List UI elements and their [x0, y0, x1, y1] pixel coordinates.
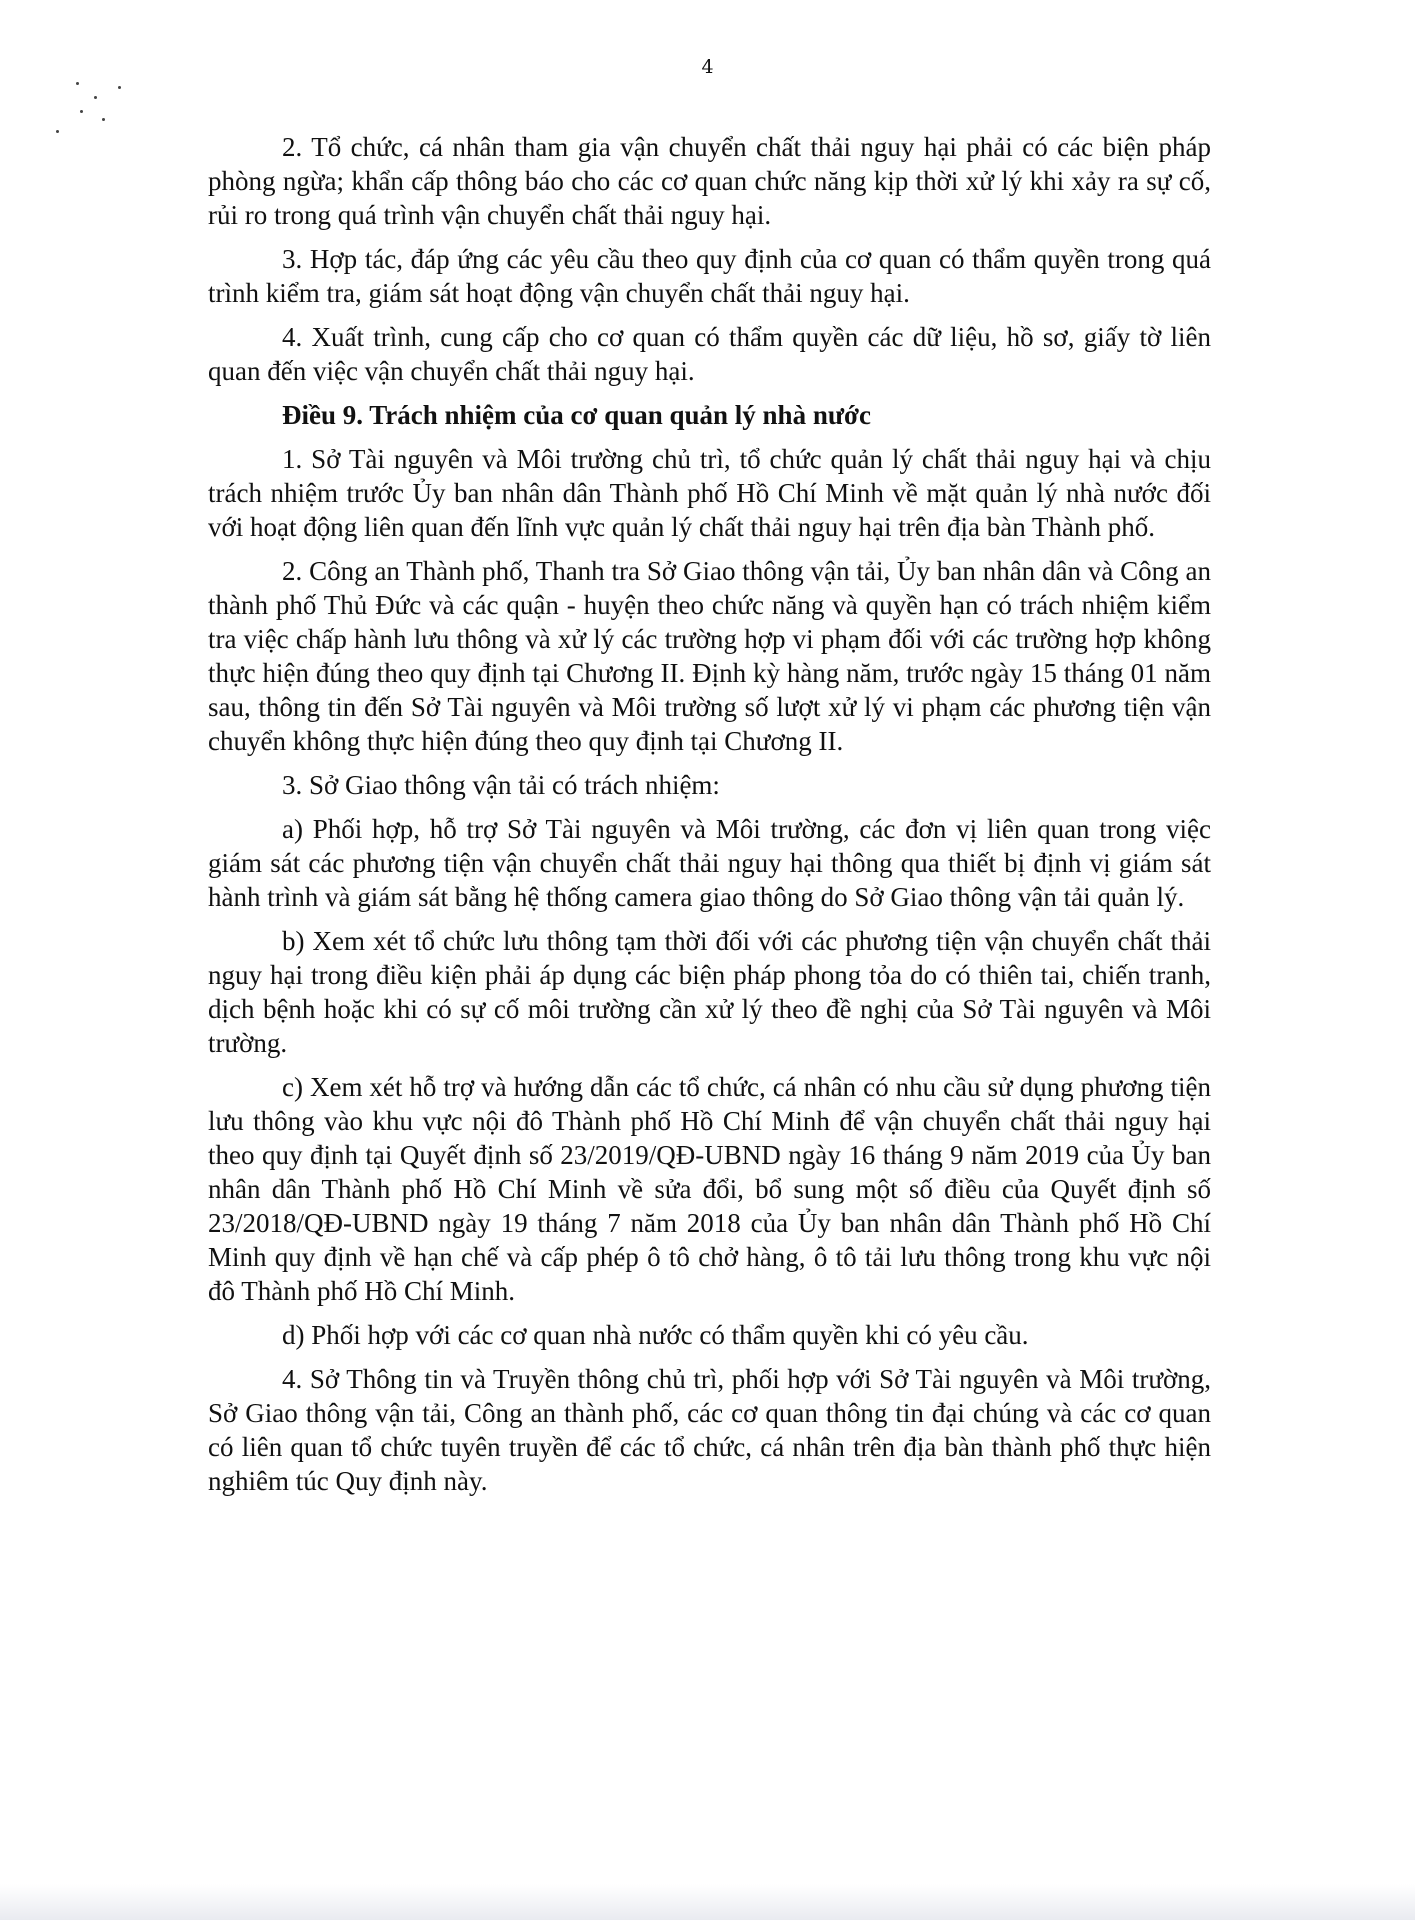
scan-marks — [44, 82, 144, 152]
page-number: 4 — [701, 56, 714, 78]
paragraph: 1. Sở Tài nguyên và Môi trường chủ trì, tổ chức quản lý chất thải nguy hại và chịu trách nhiệm trước Ủy ban nhân dân Thành phố Hồ Chí Minh về mặt quản lý nhà nước đối với hoạt động liên quan đến lĩnh vực quản lý chất thải nguy hại trên địa bàn Thành phố. — [208, 444, 1211, 542]
paragraph: c) Xem xét hỗ trợ và hướng dẫn các tổ chức, cá nhân có nhu cầu sử dụng phương tiện lưu thông vào khu vực nội đô Thành phố Hồ Chí Minh để vận chuyển chất thải nguy hại theo quy định tại Quyết định số 23/2019/QĐ-UBND ngày 16 tháng 9 năm 2019 của Ủy ban nhân dân Thành phố Hồ Chí Minh về sửa đổi, bổ sung một số điều của Quyết định số 23/2018/QĐ-UBND ngày 19 tháng 7 năm 2018 của Ủy ban nhân dân Thành phố Hồ Chí Minh quy định về hạn chế và cấp phép ô tô chở hàng, ô tô tải lưu thông trong khu vực nội đô Thành phố Hồ Chí Minh. — [208, 1072, 1211, 1306]
paragraph: 3. Sở Giao thông vận tải có trách nhiệm: — [282, 770, 720, 800]
paragraph: a) Phối hợp, hỗ trợ Sở Tài nguyên và Môi trường, các đơn vị liên quan trong việc giám sát các phương tiện vận chuyển chất thải nguy hại thông qua thiết bị định vị giám sát hành trình và giám sát bằng hệ thống camera giao thông do Sở Giao thông vận tải quản lý. — [208, 814, 1211, 912]
article-heading: Điều 9. Trách nhiệm của cơ quan quản lý nhà nước — [282, 400, 871, 430]
paragraph: 2. Công an Thành phố, Thanh tra Sở Giao thông vận tải, Ủy ban nhân dân và Công an thành phố Thủ Đức và các quận - huyện theo chức năng và quyền hạn có trách nhiệm kiểm tra việc chấp hành lưu thông và xử lý các trường hợp vi phạm đối với các trường hợp không thực hiện đúng theo quy định tại Chương II. Định kỳ hàng năm, trước ngày 15 tháng 01 năm sau, thông tin đến Sở Tài nguyên và Môi trường số lượt xử lý vi phạm các phương tiện vận chuyển không thực hiện đúng theo quy định tại Chương II. — [208, 556, 1211, 756]
scan-edge — [0, 1884, 1415, 1920]
document-body — [208, 130, 1211, 1508]
paragraph: 2. Tổ chức, cá nhân tham gia vận chuyển chất thải nguy hại phải có các biện pháp phòng ngừa; khẩn cấp thông báo cho các cơ quan chức năng kịp thời xử lý khi xảy ra sự cố, rủi ro trong quá trình vận chuyển chất thải nguy hại. — [208, 132, 1211, 230]
paragraph: 3. Hợp tác, đáp ứng các yêu cầu theo quy định của cơ quan có thẩm quyền trong quá trình kiểm tra, giám sát hoạt động vận chuyển chất thải nguy hại. — [208, 244, 1211, 308]
paragraph: 4. Xuất trình, cung cấp cho cơ quan có thẩm quyền các dữ liệu, hồ sơ, giấy tờ liên quan đến việc vận chuyển chất thải nguy hại. — [208, 322, 1211, 386]
paragraph: d) Phối hợp với các cơ quan nhà nước có thẩm quyền khi có yêu cầu. — [282, 1320, 1029, 1350]
paragraph: 4. Sở Thông tin và Truyền thông chủ trì, phối hợp với Sở Tài nguyên và Môi trường, Sở Giao thông vận tải, Công an thành phố, các cơ quan thông tin đại chúng và các cơ quan có liên quan tổ chức tuyên truyền để các tổ chức, cá nhân trên địa bàn thành phố thực hiện nghiêm túc Quy định này. — [208, 1364, 1211, 1496]
paragraph: b) Xem xét tổ chức lưu thông tạm thời đối với các phương tiện vận chuyển chất thải nguy hại trong điều kiện phải áp dụng các biện pháp phong tỏa do có thiên tai, chiến tranh, dịch bệnh hoặc khi có sự cố môi trường cần xử lý theo đề nghị của Sở Tài nguyên và Môi trường. — [208, 926, 1211, 1058]
